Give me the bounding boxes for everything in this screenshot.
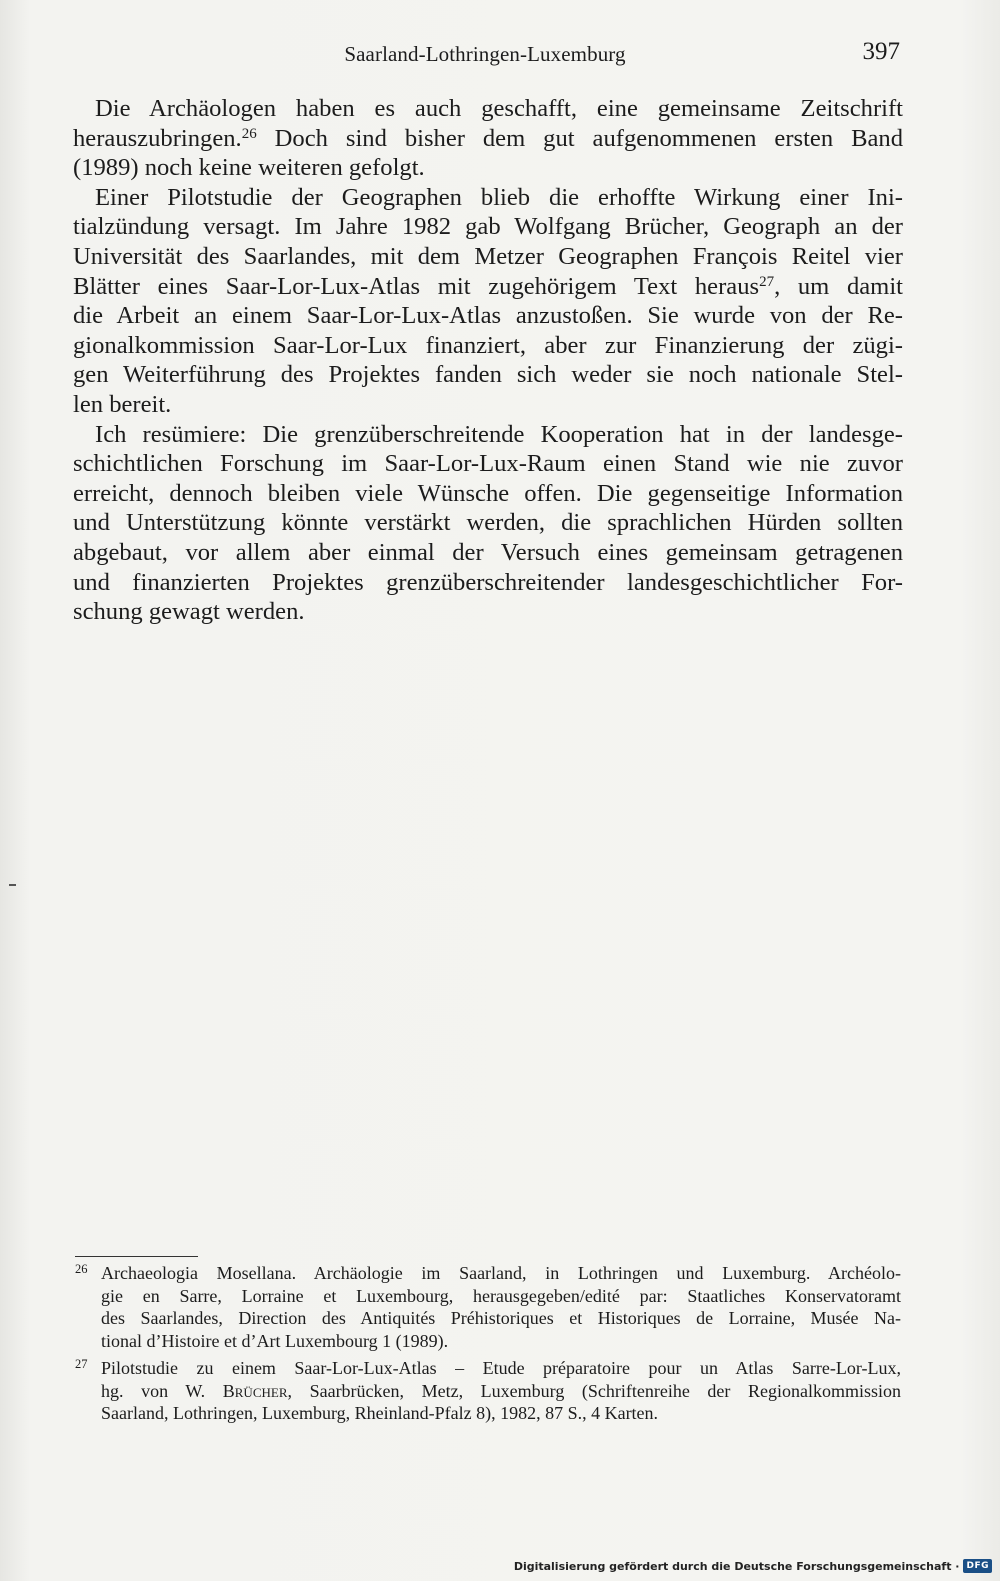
digitization-banner-text: Digitalisierung gefördert durch die Deutsche Forschungsgemeinschaft ·: [513, 1559, 960, 1573]
author-name-smallcaps: Brücher: [222, 1380, 288, 1401]
paragraph: [73, 183, 903, 420]
footnote-line: Archaeologia Mosellana. Archäologie im Saarland, in Lothringen und Luxemburg. Archéolo-: [101, 1263, 901, 1283]
digitization-banner: [514, 1557, 992, 1575]
footnote-reference: 26: [241, 125, 257, 142]
text-line: erreicht, dennoch bleiben viele Wünsche offen. Die gegenseitige Information: [73, 479, 903, 507]
footnote-line: tional d’Histoire et d’Art Luxembourg 1 (1989).: [101, 1331, 449, 1352]
footnote-line: Pilotstudie zu einem Saar-Lor-Lux-Atlas – Etude préparatoire pour un Atlas Sarre-Lor-Lux,: [101, 1357, 901, 1378]
dfg-logo-icon: DFG: [963, 1559, 992, 1573]
text-line: und Unterstützung könnte verstärkt werden, die sprachlichen Hürden sollten: [73, 509, 903, 537]
text-line: tialzündung versagt. Im Jahre 1982 gab Wolfgang Brücher, Geograph an der: [73, 213, 903, 241]
text-line: (1989) noch keine weiteren gefolgt.: [73, 154, 425, 182]
text-line: Universität des Saarlandes, mit dem Metzer Geographen François Reitel vier: [73, 242, 903, 270]
text-line: schichtlichen Forschung im Saar-Lor-Lux-Raum einen Stand wie nie zuvor: [73, 450, 903, 478]
text-line: gen Weiterführung des Projektes fanden sich weder sie noch nationale Stel-: [73, 361, 903, 389]
text-line: Ich resümiere: Die grenzüberschreitende Kooperation hat in der landesge-: [95, 420, 903, 448]
text-line: Einer Pilotstudie der Geographen blieb die erhoffte Wirkung einer Ini-: [95, 183, 903, 211]
text-line: gionalkommission Saar-Lor-Lux finanziert, aber zur Finanzierung der zügi-: [73, 331, 903, 359]
footnote: [75, 1357, 901, 1425]
footnote-line: gie en Sarre, Lorraine et Luxembourg, herausgegeben/edité par: Staatliches Konservatoramt: [101, 1285, 901, 1306]
text-line: abgebaut, vor allem aber einmal der Versuch eines gemeinsam getragenen: [73, 538, 903, 566]
text-line: schung gewagt werden.: [73, 598, 305, 626]
footnote-number: 26: [75, 1262, 88, 1276]
text-line: Blätter eines Saar-Lor-Lux-Atlas mit zugehörigem Text heraus$^{27}$, um damit: [73, 272, 903, 300]
footnote: [75, 1262, 901, 1353]
footnote-line: des Saarlandes, Direction des Antiquités Préhistoriques et Historiques de Lorraine, Musée Na-: [101, 1308, 901, 1329]
margin-mark: [9, 884, 16, 886]
paragraph: [73, 420, 903, 627]
text-line: len bereit.: [73, 390, 172, 418]
page-header: [70, 38, 900, 76]
text-line: herauszubringen.$^{26}$ Doch sind bisher dem gut aufgenommenen ersten Band: [73, 124, 903, 152]
running-title: Saarland-Lothringen-Luxemburg: [344, 42, 626, 66]
page-number: 397: [862, 38, 900, 65]
footnotes: [75, 1262, 901, 1429]
footnote-line: hg. von W. Brücher, Saarbrücken, Metz, Luxemburg (Schriftenreihe der Regionalkommission: [101, 1380, 901, 1401]
text-line: die Arbeit an einem Saar-Lor-Lux-Atlas anzustoßen. Sie wurde von der Re-: [73, 302, 903, 330]
footnote-reference: 27: [759, 273, 775, 290]
text-line: und finanzierten Projektes grenzüberschreitender landesgeschichtlicher For-: [73, 568, 903, 596]
footnote-number: 27: [75, 1356, 88, 1371]
text-line: Die Archäologen haben es auch geschafft, eine gemeinsame Zeitschrift: [95, 95, 903, 122]
body-text: [73, 94, 903, 627]
footnote-line: Saarland, Lothringen, Luxemburg, Rheinland-Pfalz 8), 1982, 87 S., 4 Karten.: [101, 1403, 659, 1424]
paragraph: [73, 94, 903, 183]
footnote-separator: [75, 1256, 198, 1257]
